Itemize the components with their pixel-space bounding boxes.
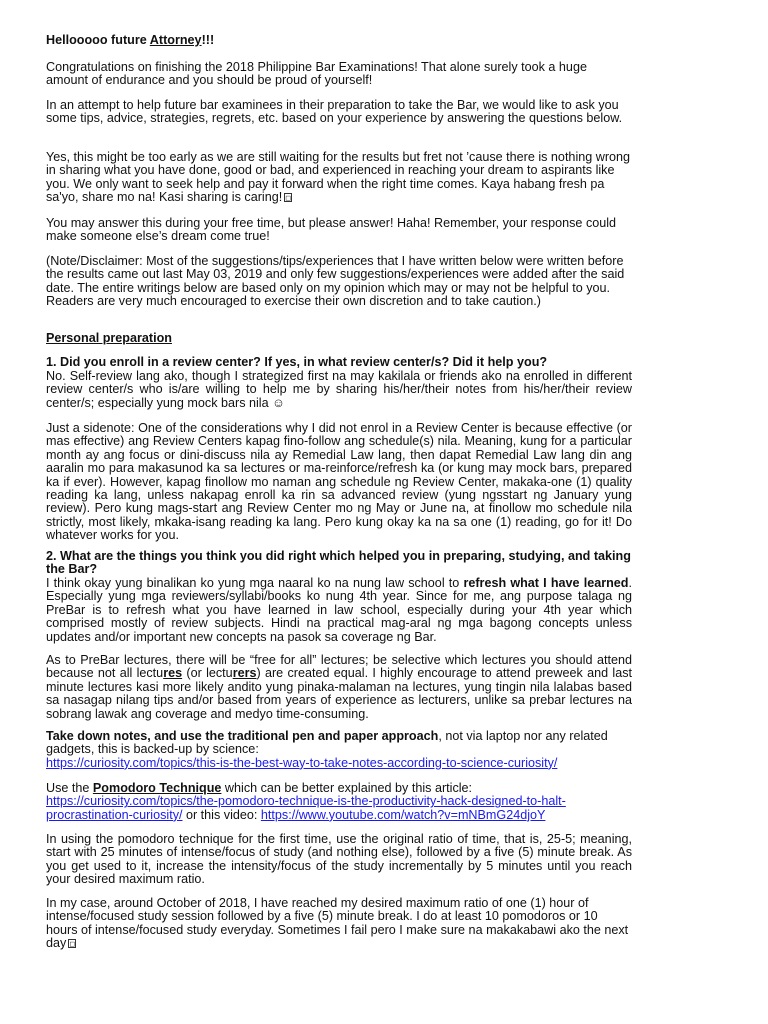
answer-2-bold: refresh what I have learned xyxy=(463,576,629,590)
pomodoro-text: which can be better explained by this article: xyxy=(221,781,473,795)
pomodoro-article-link-part-1: https://curiosity.com/topics/the-pomodoro-technique-is-the-productivity-hack-designed-to-halt- xyxy=(46,794,566,809)
greeting xyxy=(46,34,632,47)
answer-2-rest: . Especially yung mga reviewers/syllabi/books ko nung 4th year. Since for me, ang purpose talaga ng PreBar is to refresh what you have learned in law school, especially during your 4th year which comprised mostly of review subjects. Hindi na practical mag-aral ng mga bagong concepts unless updates and/or important new concepts na pasok sa coverage ng Bar. xyxy=(46,576,633,644)
my-case-text: In my case, around October of 2018, I have reached my desired maximum ratio of one (1) hour of intense/focused study session followed by a five (5) minute break. I do at least 10 pomodoros or 10 hours of intense/focused study everyday. Sometimes I fail pero I make sure na makakabawi ako the next day xyxy=(46,896,629,951)
prebar-paragraph xyxy=(46,654,632,721)
notes-bold: Take down notes, and use the traditional pen and paper approach xyxy=(46,729,439,743)
yes-paragraph-text: Yes, this might be too early as we are still waiting for the results but fret not ’cause there is nothing wrong in sharing what you have done, good or bad, and experienced in reaching your dream to aspirants like you. We only want to seek help and pay it forward when the right time comes. Kaya habang fresh pa sa'yo, share mo na! Kasi sharing is caring! xyxy=(46,150,631,205)
pomodoro-paragraph xyxy=(46,782,632,822)
pomodoro-article-link-part-2: procrastination-curiosity/ xyxy=(46,807,183,822)
answer-paragraph: You may answer this during your free time, but please answer! Haha! Remember, your response could make someone else’s dream come true! xyxy=(46,216,617,244)
section-title: Personal preparation xyxy=(46,331,172,345)
pomodoro-pre: Use the xyxy=(46,781,93,795)
sidenote-paragraph: Just a sidenote: One of the considerations why I did not enrol in a Review Center is because effective (or mas effective) ang Review Centers kapag fino-follow ang schedule(s) nila. Meaning, kung for a particular month ay ang focus or dini-discuss nila ay Remedial Law lang, then dapat Remedial Law lang din ang aaralin mo para makasunod ka sa lectures or ma-reinforce/refresh ka (or kung may mock bars, prepared ka if ever). However, kapag finollow mo naman ang schedule ng Review Center, makaka-one (1) quality reading ka lang, unless nakapag enroll ka rin sa advanced review (yung ngsstart ng January yung review). Pero kung mags-start ang Review Center mo ng May or June na, at finollow mo schedule nila strictly, most likely, mkaka-isang reading ka lang. Pero kung okay ka na sa one (1) reading, go for it! Do whatever works for you. xyxy=(46,421,632,543)
greeting-attorney: Attorney xyxy=(149,33,202,47)
yes-paragraph xyxy=(46,151,632,205)
pomodoro-title: Pomodoro Technique xyxy=(92,781,222,795)
my-case-paragraph xyxy=(46,897,632,951)
greeting-prefix: Hellooooo future xyxy=(46,33,150,47)
prebar-text-2: (or lectu xyxy=(182,666,233,681)
disclaimer-paragraph: (Note/Disclaimer: Most of the suggestions/tips/experiences that I have written below were written before the results came out last May 03, 2019 and only few suggestions/experiences were added after the said date. The entire writings below are based only on my opinion which may or may not be helpful to you. Readers are very much encouraged to exercise their own discretion and to take caution.) xyxy=(46,254,625,309)
prebar-emph-res: res xyxy=(163,666,183,681)
emoji-placeholder-icon: ◻ xyxy=(285,195,292,203)
answer-2-text: I think okay yung binalikan ko yung mga naaral ko na nung law school to xyxy=(46,576,464,590)
prebar-line-1: As to PreBar lectures, there will be “free for all” lectures; be selective which lectures you should xyxy=(46,653,593,667)
answer-1: No. Self-review lang ako, though I strategized first na may kakilala or friends ako na enrolled in different review center/s who is/are willing to help me by sharing his/her/their notes from his/her/their review center/s; especially yung mock bars nila ☺ xyxy=(46,369,632,410)
question-1: 1. Did you enroll in a review center? If yes, in what review center/s? Did it help you? xyxy=(46,355,548,369)
pomodoro-usage-paragraph: In using the pomodoro technique for the first time, use the original ratio of time, that is, 25-5; meaning, start with 25 minutes of intense/focus of study (and nothing else), followed by a five (5) minute break. As you get used to it, increase the intensity/focus of the study incrementally by 5 minutes until you reach your desired maximum ratio. xyxy=(46,832,632,887)
pomodoro-video-link[interactable]: https://www.youtube.com/watch?v=mNBmG24djoY xyxy=(260,807,546,822)
prebar-text-1: attend because not all lectu xyxy=(46,653,633,681)
notes-text: , not via laptop nor any related gadgets, this is backed-up by science: xyxy=(46,729,608,757)
question-2: 2. What are the things you think you did right which helped you in preparing, studying, and taking the Bar? xyxy=(46,549,631,577)
prebar-text-3: ) are created equal. I highly encourage to attend preweek and last minute lectures kasi more likely andito yung pinaka-malaman na lectures, yung tingin nila lalabas based sa nasagap nilang tips and/or based from years of experience as lecturers, unlike sa prebar lectures na sobrang lawak ang coverage and medyo time-consuming. xyxy=(46,666,633,721)
emoji-placeholder-icon: ◻ xyxy=(69,941,76,949)
congrats-paragraph: Congratulations on finishing the 2018 Philippine Bar Examinations! That alone surely took a huge amount of endurance and you should be proud of yourself! xyxy=(46,60,587,88)
pomodoro-mid: or this video: xyxy=(182,807,261,822)
intro-paragraph: In an attempt to help future bar examinees in their preparation to take the Bar, we would like to ask you some tips, advice, strategies, regrets, etc. based on your experience by answering the questions below. xyxy=(46,98,623,126)
answer-2 xyxy=(46,577,632,644)
prebar-emph-rers: rers xyxy=(232,666,257,681)
notes-article-link[interactable]: https://curiosity.com/topics/this-is-the-best-way-to-take-notes-according-to-science-curiosity/ xyxy=(46,755,558,770)
notes-paragraph xyxy=(46,730,632,770)
greeting-suffix: !!! xyxy=(201,33,215,47)
